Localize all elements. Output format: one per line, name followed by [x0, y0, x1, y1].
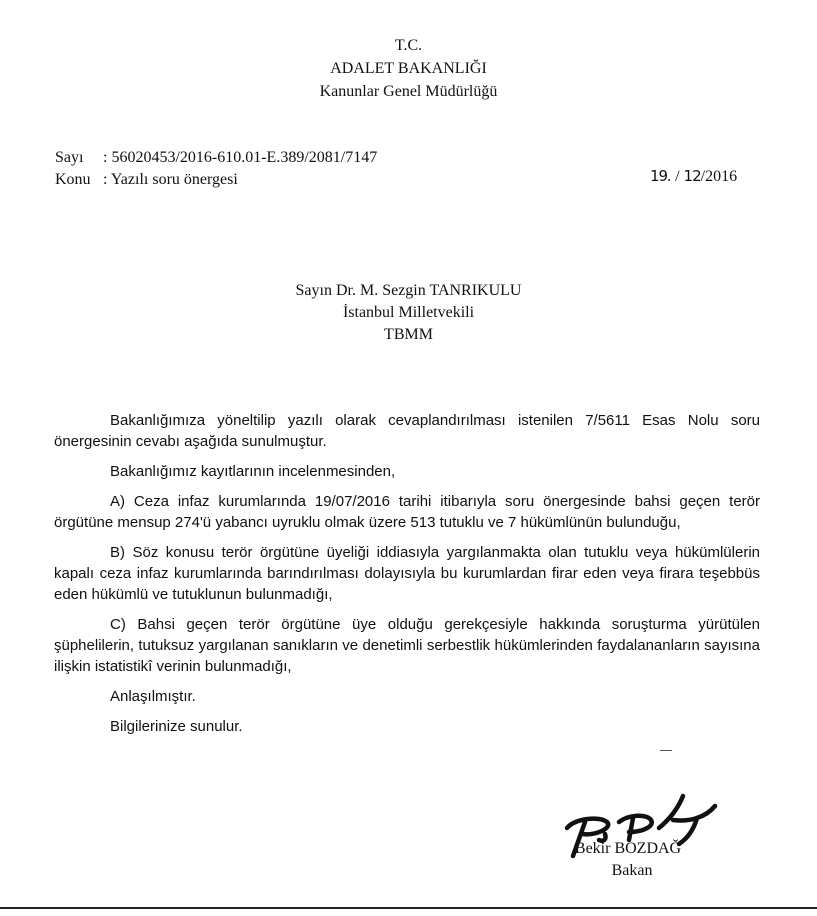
- date-sep1: .: [667, 168, 672, 185]
- addressee-institution: TBMM: [384, 326, 433, 343]
- body-paragraph-c: C) Bahsi geçen terör örgütüne üye olduğu gerekçesiyle hakkında soruşturma yürütülen şüphelilerin, tutuksuz yargılanan sanıkların ve denetimli serbestlik hükümlerinden faydalananların sayısına ilişkin istatistikî verinin bulunmadığı,: [54, 616, 760, 675]
- date-month: 12: [683, 167, 701, 185]
- letterhead-tc: T.C.: [394, 37, 423, 54]
- body-paragraph-closing: Bilgilerinize sunulur.: [110, 718, 243, 735]
- signature-stroke: [629, 818, 633, 840]
- addressee-role: İstanbul Milletvekili: [342, 304, 475, 321]
- addressee-name: Sayın Dr. M. Sezgin TANRIKULU: [295, 282, 522, 299]
- konu-label: Konu: [55, 171, 91, 188]
- subject-row: [55, 169, 238, 191]
- body-paragraph-conclusion: Anlaşılmıştır.: [110, 688, 196, 705]
- letterhead-directorate: Kanunlar Genel Müdürlüğü: [319, 83, 498, 100]
- signatory-title: Bakan: [611, 862, 653, 879]
- signatory-block: [568, 838, 688, 882]
- date-year: /2016: [700, 168, 738, 185]
- reference-number-row: [55, 147, 377, 169]
- signature-stroke: [567, 819, 608, 835]
- page-bottom-edge: [0, 907, 817, 909]
- signature-stroke: [619, 816, 652, 832]
- konu-value: : Yazılı soru önergesi: [103, 171, 238, 188]
- body-paragraph-records: Bakanlığımız kayıtlarının incelenmesinden,: [110, 463, 396, 480]
- body-paragraph-b: B) Söz konusu terör örgütüne üyeliği iddiasıyla yargılanmakta olan tutuklu veya hükümlülerin kapalı ceza infaz kurumlarında barındırılması dolayısıyla bu kurumlardan firar eden veya firara teşebbüs eden hükümlü ve tutuklunun bulunmadığı,: [54, 544, 760, 603]
- document-date: [650, 165, 737, 188]
- sayi-label: Sayı: [55, 149, 84, 166]
- body-paragraph-intro: Bakanlığımıza yöneltilip yazılı olarak cevaplandırılması istenilen 7/5611 Esas Nolu soru önergesinin cevabı aşağıda sunulmuştur.: [54, 412, 760, 450]
- scan-mark: [660, 750, 672, 751]
- signature-stroke: [659, 796, 683, 828]
- body-paragraph-a: A) Ceza infaz kurumlarında 19/07/2016 tarihi itibarıyla soru önergesinde bahsi geçen terör örgütüne mensup 274'ü yabancı uyruklu olmak üzere 513 tutuklu ve 7 hükümlünün bulunduğu,: [54, 493, 760, 531]
- signatory-name: Bekir BOZDAĞ: [574, 840, 682, 857]
- letter-body: [54, 410, 760, 737]
- sayi-value: : 56020453/2016-610.01-E.389/2081/7147: [103, 149, 378, 166]
- letterhead-ministry: ADALET BAKANLIĞI: [330, 60, 487, 77]
- date-day: 19: [650, 167, 668, 185]
- date-sep2: /: [675, 168, 680, 185]
